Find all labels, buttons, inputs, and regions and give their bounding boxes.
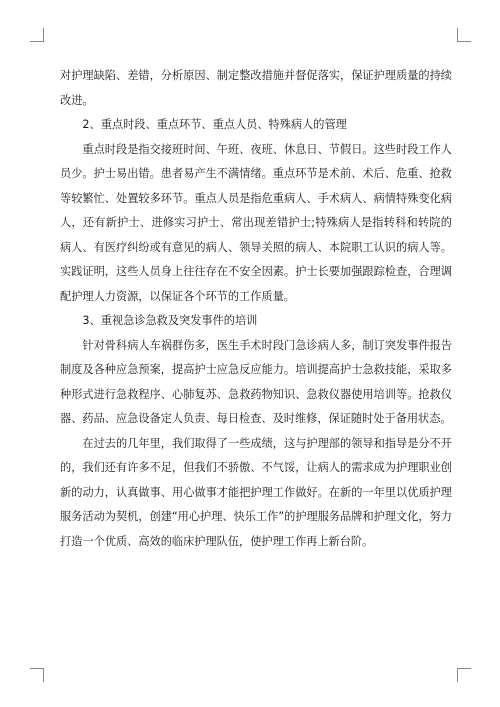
document-body bbox=[60, 64, 452, 554]
paragraph-emergency-training: 针对骨科病人车祸群伤多，医生手术时段门急诊病人多，制订突发事件报告制度及各种应急预案，提高护士应急反应能力。培训提高护士急救技能，采取多种形式进行急救程序、心肺复苏、急救药物知识、急救仪器使用培训等。抢救仪器、药品、应急设备定人负责、每日检查、及时维修，保证随时处于备用状态。 bbox=[60, 338, 452, 425]
paragraph-conclusion: 在过去的几年里，我们取得了一些成绩，这与护理部的领导和指导是分不开的，我们还有许多不足，但我们不骄傲、不气馁，让病人的需求成为护理职业创新的动力，认真做事、用心做事才能把护理工作做好。在新的一年里以优质护理服务活动为契机，创建“用心护理、快乐工作”的护理服务品牌和护理文化，努力打造一个优质、高效的临床护理队伍，使护理工作再上新台阶。 bbox=[60, 436, 452, 548]
section-heading-2: 2、重点时段、重点环节、重点人员、特殊病人的管理 bbox=[82, 118, 347, 131]
paragraph-key-periods: 重点时段是指交接班时间、午班、夜班、休息日、节假日。这些时段工作人员少。护士易出错。患者易产生不满情绪。重点环节是术前、术后、危重、抢救等较繁忙、处置较多环节。重点人员是指危重病人、手术病人、病情特殊变化病人，还有新护士、进修实习护士、常出现差错护士;特殊病人是指转科和转院的病人、有医疗纠纷或有意见的病人、领导关照的病人、本院职工认识的病人等。实践证明，这些人员身上往往存在不安全因素。护士长要加强跟踪检查，合理调配护理人力资源，以保证各个环节的工作质量。 bbox=[60, 142, 452, 303]
crop-mark-top-left bbox=[30, 28, 44, 42]
crop-mark-bottom-right bbox=[457, 668, 471, 682]
crop-mark-top-right bbox=[457, 28, 471, 42]
crop-mark-bottom-left bbox=[30, 668, 44, 682]
paragraph-continuation: 对护理缺陷、差错，分析原因、制定整改措施并督促落实，保证护理质量的持续改进。 bbox=[60, 69, 452, 107]
section-heading-3: 3、重视急诊急救及突发事件的培训 bbox=[82, 314, 258, 327]
